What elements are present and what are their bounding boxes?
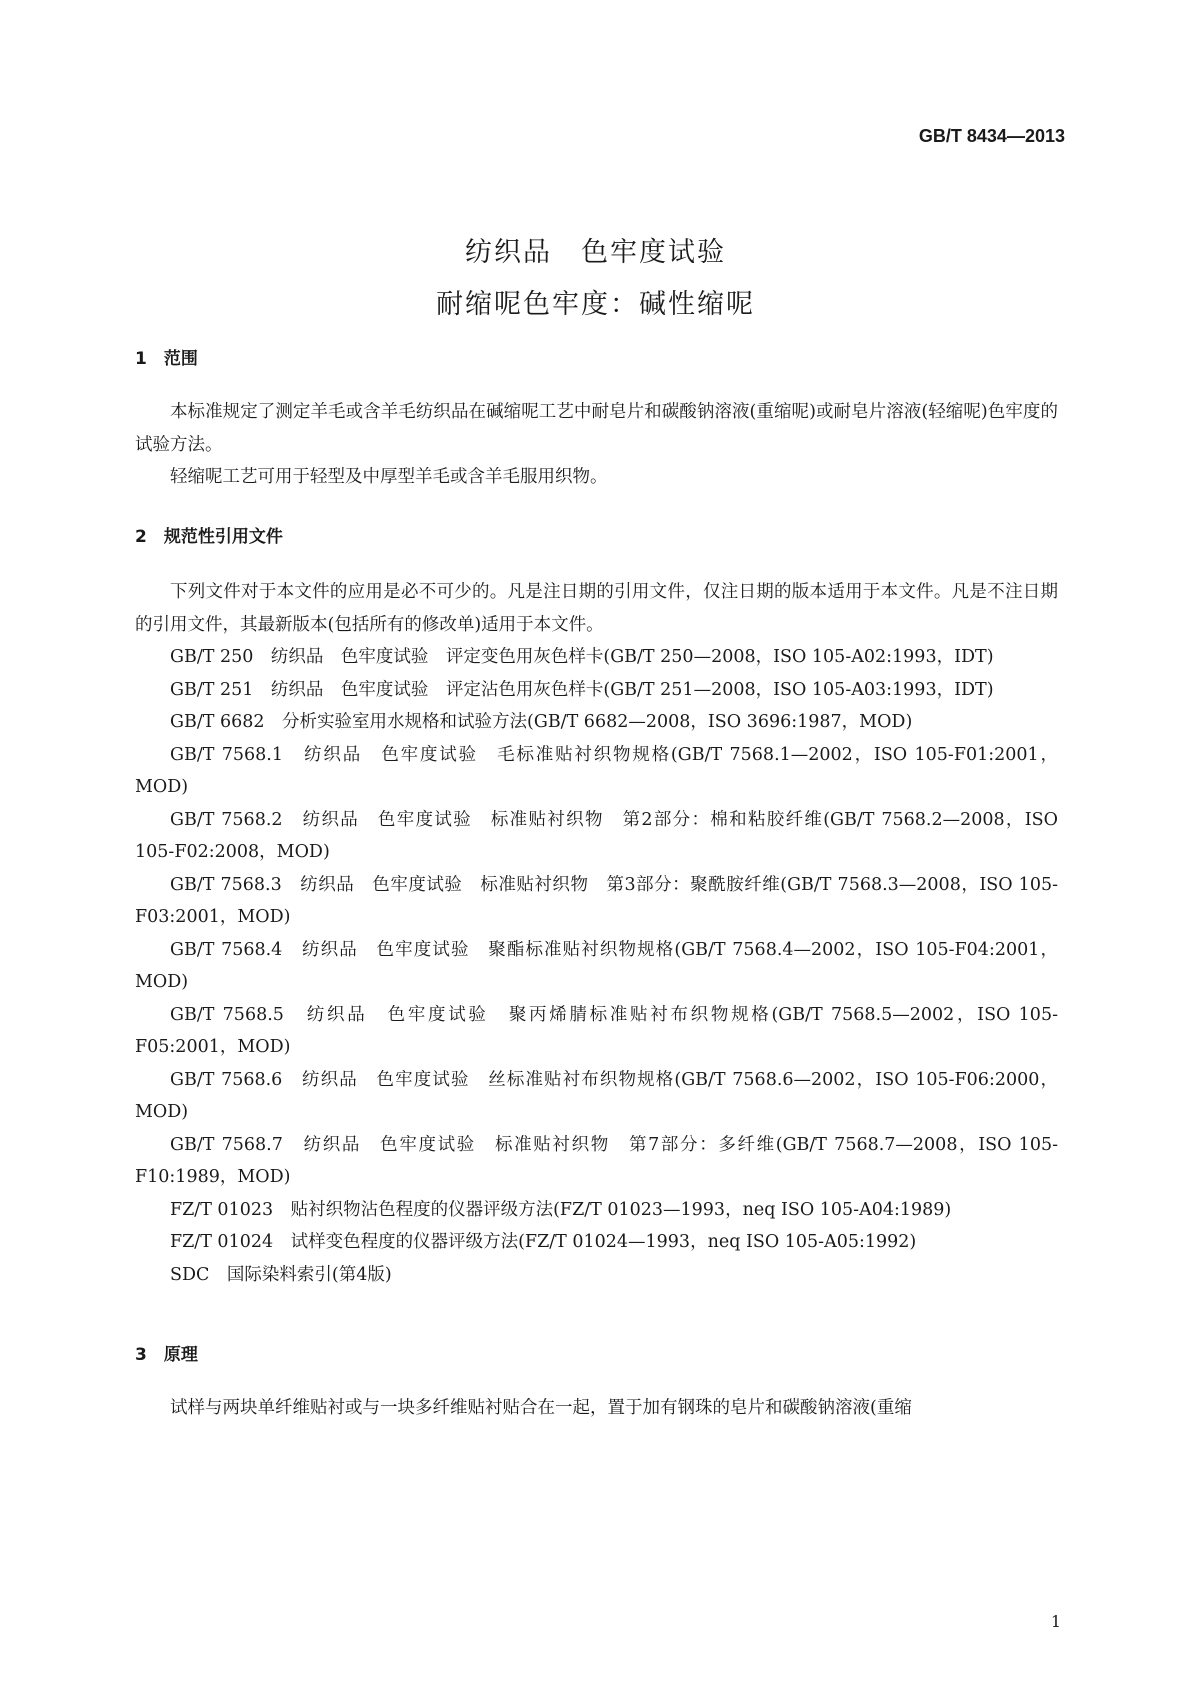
principle-paragraph-1: 试样与两块单纤维贴衬或与一块多纤维贴衬贴合在一起，置于加有钢珠的皂片和碳酸钠溶液(重缩 <box>170 1398 912 1418</box>
reference-item: GB/T 7568.3 纺织品 色牢度试验 标准贴衬织物 第3部分：聚酰胺纤维(GB/T 7568.3—2008，ISO 105-F03:2001，MOD) <box>135 874 1058 927</box>
scope-paragraph-2: 轻缩呢工艺可用于轻型及中厚型羊毛或含羊毛服用织物。 <box>170 467 608 487</box>
reference-item: GB/T 7568.7 纺织品 色牢度试验 标准贴衬织物 第7部分：多纤维(GB/T 7568.7—2008，ISO 105-F10:1989，MOD) <box>135 1134 1058 1187</box>
references-intro: 下列文件对于本文件的应用是必不可少的。凡是注日期的引用文件，仅注日期的版本适用于本文件。凡是不注日期的引用文件，其最新版本(包括所有的修改单)适用于本文件。 <box>135 582 1058 635</box>
reference-item: GB/T 7568.2 纺织品 色牢度试验 标准贴衬织物 第2部分：棉和粘胶纤维(GB/T 7568.2—2008，ISO 105-F02:2008，MOD) <box>135 809 1058 862</box>
reference-item: GB/T 7568.6 纺织品 色牢度试验 丝标准贴衬布织物规格(GB/T 7568.6—2002，ISO 105-F06:2000，MOD) <box>135 1069 1058 1122</box>
section-heading-principle: 3 原理 <box>135 1345 198 1365</box>
page-number: 1 <box>1050 1612 1061 1631</box>
reference-item: GB/T 7568.4 纺织品 色牢度试验 聚酯标准贴衬织物规格(GB/T 7568.4—2002，ISO 105-F04:2001，MOD) <box>135 939 1058 992</box>
standard-code: GB/T 8434—2013 <box>918 126 1065 146</box>
reference-item: GB/T 7568.1 纺织品 色牢度试验 毛标准贴衬织物规格(GB/T 7568.1—2002，ISO 105-F01:2001，MOD) <box>135 744 1058 797</box>
document-title-line1: 纺织品 色牢度试验 <box>465 237 726 268</box>
reference-item: FZ/T 01023 贴衬织物沾色程度的仪器评级方法(FZ/T 01023—1993，neq ISO 105-A04:1989) <box>170 1199 952 1220</box>
scope-paragraph-1: 本标准规定了测定羊毛或含羊毛纺织品在碱缩呢工艺中耐皂片和碳酸钠溶液(重缩呢)或耐皂片溶液(轻缩呢)色牢度的试验方法。 <box>135 402 1058 455</box>
reference-item: SDC 国际染料索引(第4版) <box>170 1264 392 1285</box>
reference-item: FZ/T 01024 试样变色程度的仪器评级方法(FZ/T 01024—1993，neq ISO 105-A05:1992) <box>170 1232 917 1252</box>
reference-item: GB/T 250 纺织品 色牢度试验 评定变色用灰色样卡(GB/T 250—2008，ISO 105-A02:1993，IDT) <box>170 647 994 667</box>
reference-item: GB/T 251 纺织品 色牢度试验 评定沾色用灰色样卡(GB/T 251—2008，ISO 105-A03:1993，IDT) <box>170 679 994 700</box>
section-body-references <box>135 576 1058 1291</box>
reference-item: GB/T 7568.5 纺织品 色牢度试验 聚丙烯腈标准贴衬布织物规格(GB/T 7568.5—2002，ISO 105-F05:2001，MOD) <box>135 1004 1058 1057</box>
section-heading-scope: 1 范围 <box>135 349 198 369</box>
reference-item: GB/T 6682 分析实验室用水规格和试验方法(GB/T 6682—2008，ISO 3696:1987，MOD) <box>170 712 913 732</box>
section-body-principle <box>135 1392 1058 1425</box>
section-body-scope <box>135 396 1058 494</box>
section-heading-references: 2 规范性引用文件 <box>135 527 283 547</box>
document-title-line2: 耐缩呢色牢度：碱性缩呢 <box>436 289 755 320</box>
